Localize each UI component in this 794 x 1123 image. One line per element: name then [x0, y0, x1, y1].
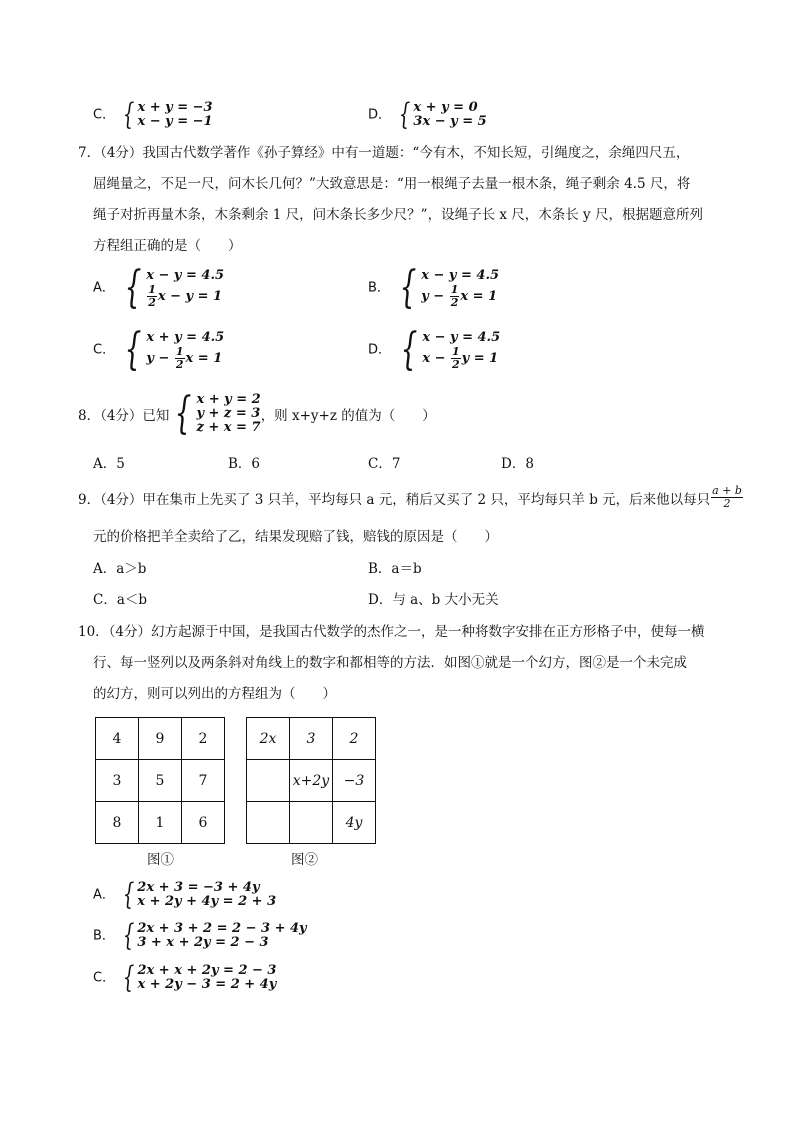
- q7-option-a[interactable]: [93, 262, 225, 313]
- equation-system: [119, 262, 225, 313]
- equation-system: [395, 324, 501, 375]
- q9-option-c[interactable]: C．a＜b: [93, 592, 148, 608]
- brace-icon: {: [124, 324, 142, 375]
- grid-cell: −3: [333, 760, 376, 802]
- equation: 2x + x + 2y = 2 − 3: [137, 963, 277, 978]
- equation: 3 + x + 2y = 2 − 3: [137, 935, 269, 950]
- q7-stem-line1: 7．（4分）我国古代数学著作《孙子算经》中有一道题：“今有木，不知长短，引绳度之，余绳四尺五，: [78, 145, 690, 161]
- q8-prefix: 8．（4分）已知: [78, 408, 170, 424]
- grid-cell: [290, 802, 333, 844]
- brace-icon: {: [399, 97, 411, 132]
- option-label: C．: [93, 970, 116, 986]
- q9-option-d[interactable]: D．与 a、b 大小无关: [368, 592, 499, 608]
- equation: x − y = 4.5: [421, 268, 500, 283]
- equation-system: [119, 877, 277, 912]
- grid-cell: 4y: [333, 802, 376, 844]
- q7-option-b[interactable]: [368, 262, 500, 313]
- option-label: B．: [93, 928, 115, 944]
- figure-caption-1: 图①: [147, 852, 174, 868]
- equation: x − y = 4.5: [146, 268, 225, 283]
- equation-system: [119, 324, 225, 375]
- q10-option-b[interactable]: [93, 918, 307, 953]
- equation: 2x + 3 + 2 = 2 − 3 + 4y: [137, 921, 307, 936]
- magic-square-2: [246, 717, 376, 844]
- grid-cell: 2x: [247, 718, 290, 760]
- grid-cell: 4: [96, 718, 139, 760]
- grid-cell: [247, 802, 290, 844]
- equation-system: [119, 960, 277, 995]
- grid-cell: x+2y: [290, 760, 333, 802]
- grid-cell: 8: [96, 802, 139, 844]
- equation: x − $\frac{1}{2}$ y = 1: [422, 345, 499, 371]
- equation: x + y = 0: [413, 100, 478, 115]
- brace-icon: {: [123, 918, 135, 953]
- option-label: C．: [93, 107, 116, 123]
- equation: y − $\frac{1}{2}$ x = 1: [421, 283, 498, 309]
- option-label: C．: [93, 342, 116, 358]
- q8-option-b[interactable]: B．6: [228, 456, 261, 472]
- option-label: D．: [368, 107, 392, 123]
- q8-option-d[interactable]: D．8: [501, 456, 534, 472]
- q10-option-c[interactable]: [93, 960, 277, 995]
- equation: x + y = 2: [196, 392, 261, 407]
- q6-option-c[interactable]: [93, 97, 213, 132]
- fraction: $\frac{a + b}{2}$: [712, 484, 742, 510]
- equation: y − $\frac{1}{2}$ x = 1: [146, 345, 223, 371]
- q7-stem-line2: 屈绳量之，不足一尺，问木长几何？”大致意思是：“用一根绳子去量一根木条，绳子剩余 4.5 尺，将: [93, 176, 691, 192]
- equation: 3x − y = 5: [413, 114, 487, 129]
- brace-icon: {: [175, 388, 192, 439]
- grid-cell: [247, 760, 290, 802]
- figure-caption-2: 图②: [291, 852, 318, 868]
- equation-system: [395, 97, 487, 132]
- equation: y + z = 3: [196, 406, 261, 421]
- grid-cell: 1: [139, 802, 182, 844]
- q8-stem: [78, 388, 436, 439]
- q7-option-d[interactable]: [368, 324, 501, 375]
- equation: $\frac{1}{2}$ x − y = 1: [148, 283, 223, 309]
- brace-icon: {: [123, 97, 135, 132]
- q9-option-a[interactable]: A．a＞b: [93, 561, 147, 577]
- q8-option-c[interactable]: C．7: [368, 456, 401, 472]
- q7-stem-line3: 绳子对折再量木条，木条剩余 1 尺，问木条长多少尺？”，设绳子长 x 尺，木条长 y 尺，根据题意所列: [93, 207, 703, 223]
- option-label: A．: [93, 280, 115, 296]
- equation: x + y = 4.5: [146, 330, 225, 345]
- grid-cell: 6: [182, 802, 225, 844]
- option-label: B．: [368, 280, 390, 296]
- equation-system: [394, 262, 500, 313]
- equation: x + 2y + 4y = 2 + 3: [137, 894, 277, 909]
- grid-cell: 5: [139, 760, 182, 802]
- q10-stem-line2: 行、每一竖列以及两条斜对角线上的数字和都相等的方法．如图①就是一个幻方，图②是一个未完成: [93, 655, 687, 671]
- equation: x − y = −1: [137, 114, 213, 129]
- brace-icon: {: [400, 324, 418, 375]
- brace-icon: {: [124, 262, 142, 313]
- equation-system: [119, 918, 307, 953]
- grid-cell: 3: [290, 718, 333, 760]
- equation: x + y = −3: [137, 100, 213, 115]
- q6-option-d[interactable]: [368, 97, 487, 132]
- equation: z + x = 7: [196, 420, 261, 435]
- grid-cell: 2: [333, 718, 376, 760]
- q10-option-a[interactable]: [93, 877, 277, 912]
- equation: x + 2y − 3 = 2 + 4y: [137, 977, 277, 992]
- grid-cell: 9: [139, 718, 182, 760]
- equation-system: [119, 97, 213, 132]
- q8-option-a[interactable]: A．5: [93, 456, 125, 472]
- q9-stem-line2: 元的价格把羊全卖给了乙，结果发现赔了钱，赔钱的原因是（ ）: [93, 529, 498, 545]
- equation-system: [169, 388, 261, 439]
- q7-option-c[interactable]: [93, 324, 225, 375]
- grid-cell: 7: [182, 760, 225, 802]
- q9-text: 9．（4分）甲在集市上先买了 3 只羊，平均每只 a 元，稍后又买了 2 只，平均每只羊 b 元，后来他以每只: [78, 491, 711, 508]
- option-label: A．: [93, 887, 115, 903]
- equation: x − y = 4.5: [422, 330, 501, 345]
- magic-square-1: [95, 717, 225, 844]
- brace-icon: {: [123, 960, 135, 995]
- equation: 2x + 3 = −3 + 4y: [137, 880, 260, 895]
- grid-cell: 2: [182, 718, 225, 760]
- q10-stem-line3: 的幻方，则可以列出的方程组为（ ）: [93, 686, 336, 702]
- option-label: D．: [368, 342, 392, 358]
- q8-suffix: ，则 x+y+z 的值为（ ）: [260, 408, 436, 424]
- brace-icon: {: [399, 262, 417, 313]
- q10-stem-line1: 10．（4分）幻方起源于中国，是我国古代数学的杰作之一，是一种将数字安排在正方形格子中，使每一横: [78, 624, 705, 640]
- brace-icon: {: [123, 877, 135, 912]
- q7-stem-line4: 方程组正确的是（ ）: [93, 238, 242, 254]
- q9-stem-line1: [78, 485, 744, 510]
- q9-option-b[interactable]: B．a＝b: [368, 561, 422, 577]
- grid-cell: 3: [96, 760, 139, 802]
